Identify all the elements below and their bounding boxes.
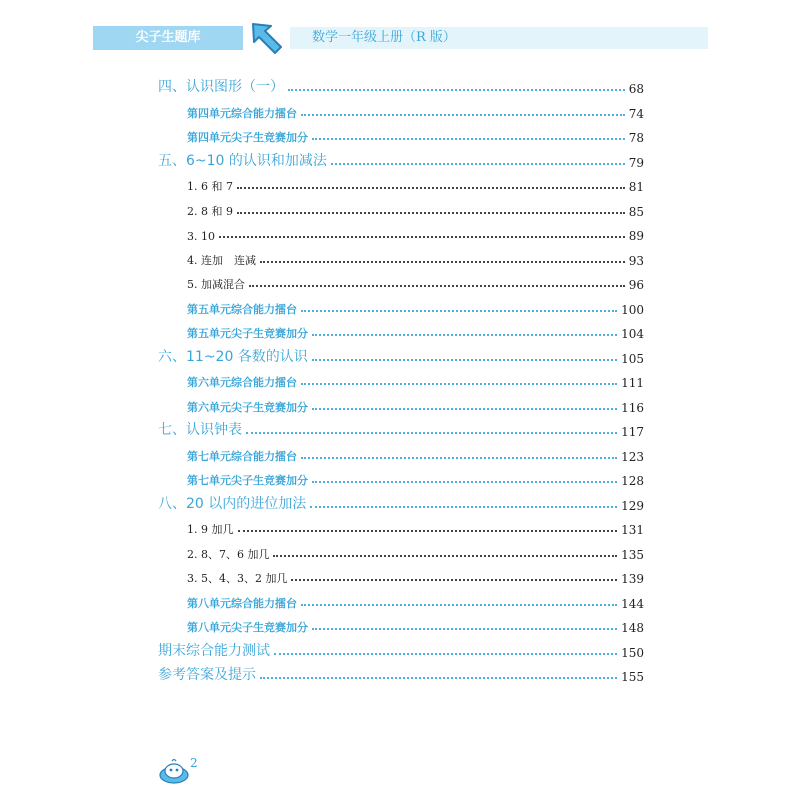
dot-leader: [237, 187, 625, 189]
toc-entry-page: 155: [621, 670, 644, 684]
toc-entry[interactable]: [187, 517, 644, 537]
dot-leader: [237, 212, 625, 214]
toc-entry[interactable]: [187, 321, 644, 341]
toc-entry-page: 105: [621, 351, 644, 366]
dot-leader: [301, 604, 617, 606]
dot-leader: [312, 334, 617, 336]
toc-entry-page: 135: [621, 547, 644, 562]
dot-leader: [301, 310, 617, 312]
dot-leader: [288, 89, 625, 91]
toc-entry[interactable]: [187, 272, 644, 292]
dot-leader: [246, 432, 617, 434]
toc-entry-page: 85: [628, 204, 644, 219]
toc-entry[interactable]: [158, 150, 644, 170]
toc-entry-label: 2. 8 和 9: [187, 204, 233, 218]
toc-entry-label: 六、11~20 各数的认识: [158, 348, 308, 365]
dot-leader: [273, 555, 617, 557]
dot-leader: [301, 114, 625, 116]
toc-entry[interactable]: [187, 248, 644, 268]
toc-entry-page: 128: [621, 474, 644, 488]
toc-entry-page: 79: [628, 155, 644, 170]
toc-entry[interactable]: [187, 370, 644, 390]
toc-entry[interactable]: [187, 444, 644, 464]
toc-entry-label: 四、认识图形（一）: [158, 79, 284, 95]
toc-entry-page: 96: [628, 278, 644, 292]
dot-leader: [312, 481, 617, 483]
toc-entry-label: 1. 9 加几: [187, 523, 234, 536]
toc-entry-label: 第五单元综合能力擂台: [187, 302, 297, 316]
toc-entry-label: 第七单元综合能力擂台: [187, 449, 297, 463]
toc-entry[interactable]: [158, 664, 644, 684]
dot-leader: [301, 383, 617, 385]
toc-entry-page: 123: [621, 449, 644, 464]
toc-entry[interactable]: [158, 419, 644, 439]
page-header: [0, 26, 800, 52]
toc-entry-label: 第八单元尖子生竞赛加分: [187, 621, 308, 634]
toc-entry-page: 129: [621, 498, 644, 513]
toc-entry-page: 116: [621, 400, 644, 415]
toc-entry-label: 八、20 以内的进位加法: [158, 495, 307, 512]
toc-entry-label: 第七单元尖子生竞赛加分: [187, 474, 308, 487]
toc-entry-label: 3. 5、4、3、2 加几: [187, 572, 288, 585]
toc-entry-label: 第五单元尖子生竞赛加分: [187, 327, 308, 340]
toc-entry-label: 第八单元综合能力擂台: [187, 596, 297, 610]
dot-leader: [301, 457, 617, 459]
toc-entry[interactable]: [187, 615, 644, 635]
toc-entry-page: 89: [628, 229, 644, 243]
toc-entry-page: 144: [621, 596, 644, 611]
toc-entry-label: 1. 6 和 7: [187, 180, 233, 193]
toc-entry-page: 139: [621, 572, 644, 586]
toc-entry[interactable]: [187, 395, 644, 415]
toc-entry-label: 2. 8、7、6 加几: [187, 547, 270, 561]
toc-entry-label: 第四单元尖子生竞赛加分: [187, 131, 308, 144]
dot-leader: [310, 506, 617, 508]
toc-entry-label: 3. 10: [187, 230, 215, 243]
dot-leader: [291, 579, 617, 581]
toc-entry[interactable]: [187, 174, 644, 194]
toc-entry-label: 4. 连加 连减: [187, 253, 256, 267]
page-number: 2: [190, 756, 198, 770]
toc-entry-page: 104: [621, 327, 644, 341]
toc-entry-label: 第六单元综合能力擂台: [187, 376, 297, 389]
toc-entry-page: 148: [621, 621, 644, 635]
toc-entry[interactable]: [187, 223, 644, 243]
toc-entry[interactable]: [187, 199, 644, 219]
toc-entry[interactable]: [187, 566, 644, 586]
toc-entry[interactable]: [187, 101, 644, 121]
dot-leader: [331, 163, 625, 165]
cartoon-mascot-icon: [158, 758, 190, 784]
dot-leader: [260, 677, 617, 679]
toc-entry[interactable]: [158, 76, 644, 96]
toc-entry-label: 五、6~10 的认识和加减法: [158, 152, 327, 169]
toc-entry-label: 期末综合能力测试: [158, 642, 270, 659]
toc-entry-label: 5. 加减混合: [187, 278, 245, 291]
book-series-title: 尖子生题库: [93, 26, 243, 50]
dot-leader: [249, 285, 625, 287]
dot-leader: [312, 138, 625, 140]
toc-entry-page: 78: [628, 131, 644, 145]
toc-entry-page: 68: [628, 82, 644, 96]
toc-entry[interactable]: [158, 346, 644, 366]
toc-entry[interactable]: [187, 542, 644, 562]
toc-entry-page: 81: [628, 180, 644, 194]
book-subject-title: 数学一年级上册（R 版）: [290, 27, 708, 49]
toc-entry[interactable]: [158, 640, 644, 660]
toc-entry-label: 参考答案及提示: [158, 667, 256, 683]
toc-entry-page: 150: [621, 645, 644, 660]
toc-entry[interactable]: [187, 468, 644, 488]
arrow-up-left-icon: [249, 20, 285, 56]
page-footer: [158, 758, 218, 788]
toc-entry-page: 111: [621, 376, 644, 390]
dot-leader: [312, 359, 617, 361]
toc-entry-page: 100: [621, 302, 644, 317]
toc-entry-label: 第六单元尖子生竞赛加分: [187, 400, 308, 414]
toc-entry[interactable]: [187, 591, 644, 611]
toc-entry-label: 第四单元综合能力擂台: [187, 106, 297, 120]
dot-leader: [312, 628, 617, 630]
toc-entry-label: 七、认识钟表: [158, 422, 242, 438]
dot-leader: [312, 408, 617, 410]
dot-leader: [219, 236, 625, 238]
toc-entry[interactable]: [187, 125, 644, 145]
toc-entry[interactable]: [187, 297, 644, 317]
toc-entry-page: 93: [628, 253, 644, 268]
toc-entry-page: 131: [621, 523, 644, 537]
dot-leader: [260, 261, 625, 263]
dot-leader: [274, 653, 617, 655]
dot-leader: [238, 530, 618, 532]
toc-entry-page: 74: [628, 106, 644, 121]
toc-entry[interactable]: [158, 493, 644, 513]
toc-entry-page: 117: [621, 425, 644, 439]
